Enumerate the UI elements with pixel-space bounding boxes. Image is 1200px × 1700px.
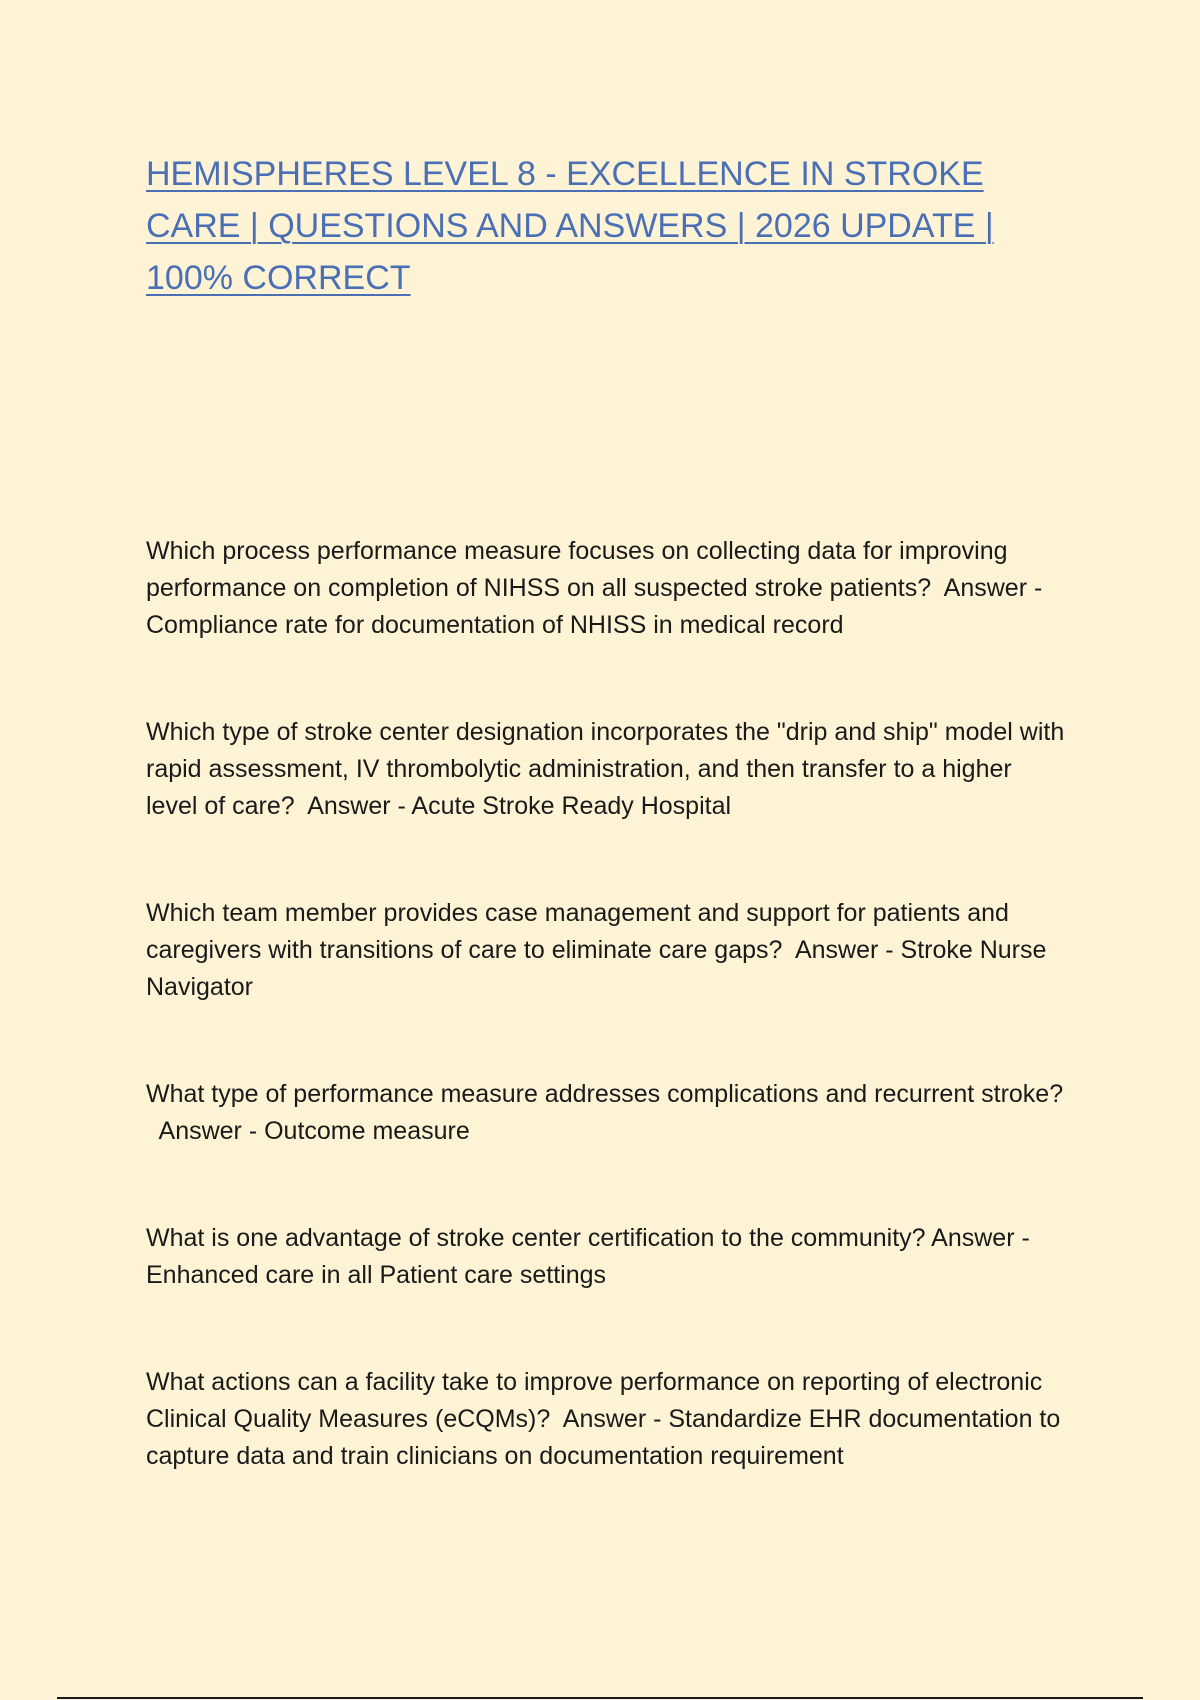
qa-item	[146, 1076, 1066, 1150]
qa-list	[146, 533, 1066, 1545]
qa-item	[146, 1364, 1066, 1475]
answer-text: Answer - Acute Stroke Ready Hospital	[307, 792, 732, 820]
page-title[interactable]: HEMISPHERES LEVEL 8 - EXCELLENCE IN STROKE CARE | QUESTIONS AND ANSWERS | 2026 UPDATE | 100% CORRECT	[146, 155, 994, 297]
qa-item	[146, 1220, 1066, 1294]
answer-text: Answer - Outcome measure	[158, 1117, 470, 1145]
question-text: Which team member provides case management and support for patients and caregivers with transitions of care to eliminate care gaps?	[146, 899, 1009, 964]
answer-text: Answer - Compliance rate for documentation of NHISS in medical record	[146, 574, 1043, 639]
qa-item	[146, 895, 1066, 1006]
question-text: What is one advantage of stroke center certification to the community?	[146, 1224, 926, 1252]
question-text: What type of performance measure addresses complications and recurrent stroke?	[146, 1080, 1064, 1108]
answer-text: Answer - Standardize EHR documentation to capture data and train clinicians on documentation requirement	[146, 1405, 1061, 1470]
question-text: What actions can a facility take to improve performance on reporting of electronic Clinical Quality Measures (eCQMs)?	[146, 1368, 1043, 1433]
answer-text: Answer - Enhanced care in all Patient care settings	[146, 1224, 1030, 1289]
footer-divider	[57, 1697, 1143, 1699]
question-text: Which type of stroke center designation incorporates the "drip and ship" model with rapid assessment, IV thrombolytic administration, and then transfer to a higher level of care?	[146, 718, 1065, 820]
qa-item	[146, 533, 1066, 644]
question-text: Which process performance measure focuses on collecting data for improving performance on completion of NIHSS on all suspected stroke patients?	[146, 537, 1008, 602]
qa-item	[146, 714, 1066, 825]
answer-text: Answer - Stroke Nurse Navigator	[146, 936, 1047, 1001]
